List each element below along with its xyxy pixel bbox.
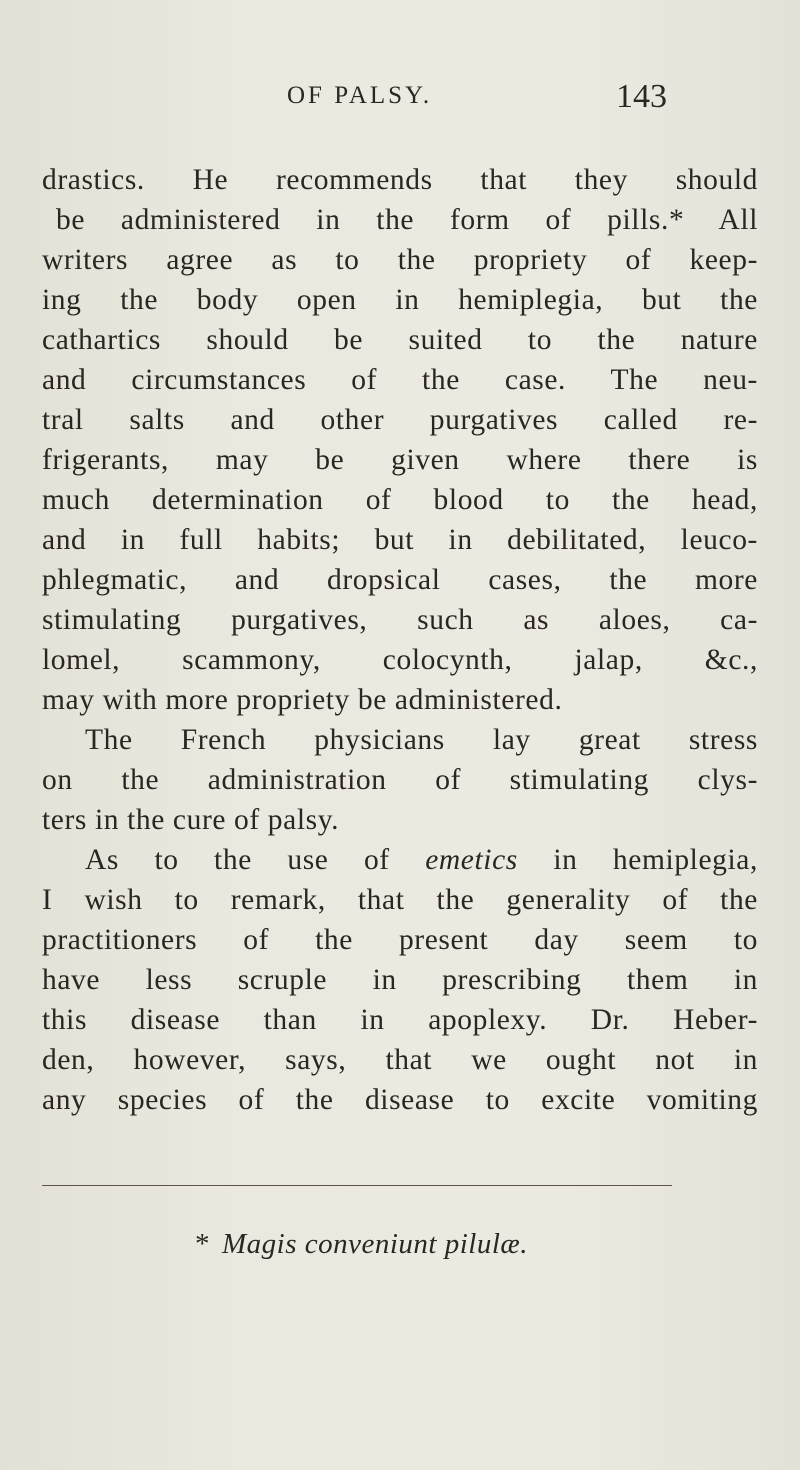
text-fragment: in hemiplegia, [553,844,758,876]
text-line: and circumstances of the case. The neu- [42,364,758,396]
text-line: be administered in the form of pills.* All [56,204,758,236]
text-line: writers agree as to the propriety of keep- [42,244,758,276]
body-text [42,160,758,1120]
text-line: phlegmatic, and dropsical cases, the more [42,564,758,596]
running-head: OF PALSY. [287,82,433,109]
text-line: this disease than in apoplexy. Dr. Heber- [42,1004,758,1036]
text-line: I wish to remark, that the generality of the [42,884,758,916]
text-line: tral salts and other purgatives called re- [42,404,758,436]
text-line: on the administration of stimulating clys- [42,764,758,796]
text-line: cathartics should be suited to the nature [42,324,758,356]
page-number: 143 [616,78,667,115]
text-line: ters in the cure of palsy. [42,804,340,836]
text-line: may with more propriety be administered. [42,684,563,716]
text-line: drastics. He recommends that they should [42,164,758,196]
footnote [195,1228,528,1261]
text-line: much determination of blood to the head, [42,484,758,516]
text-line: The French physicians lay great stress [85,724,758,756]
footnote-rule [42,1185,672,1186]
text-fragment: As to the use of [85,844,390,876]
text-line: any species of the disease to excite vomiting [42,1084,758,1116]
text-line: ing the body open in hemiplegia, but the [42,284,758,316]
text-line: lomel, scammony, colocynth, jalap, &c., [42,644,758,676]
text-line: frigerants, may be given where there is [42,444,758,476]
emphasized-word: emetics [425,844,518,876]
text-line: and in full habits; but in debilitated, leuco- [42,524,758,556]
text-line: practitioners of the present day seem to [42,924,758,956]
text-line: den, however, says, that we ought not in [42,1044,758,1076]
page-header [0,78,800,122]
text-line: stimulating purgatives, such as aloes, ca- [42,604,758,636]
footnote-text: Magis conveniunt pilulæ. [222,1228,528,1260]
text-line: have less scruple in prescribing them in [42,964,758,996]
text-line [42,840,758,880]
footnote-mark: * [195,1228,210,1260]
